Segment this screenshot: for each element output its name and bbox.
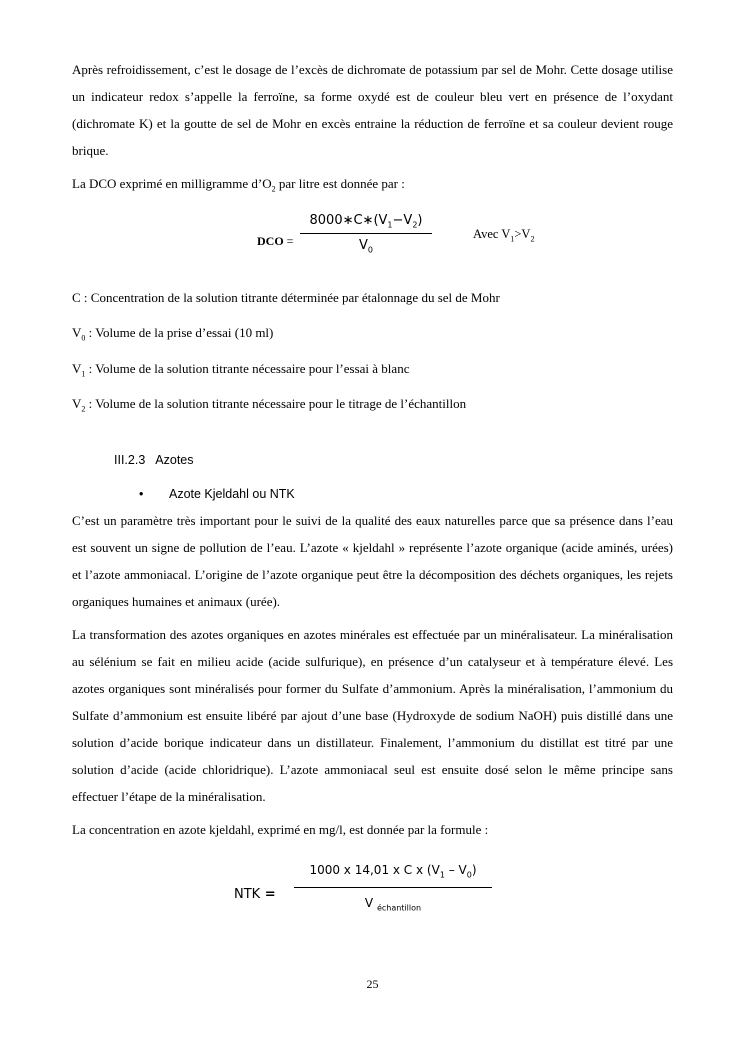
page-number: 25	[366, 977, 379, 991]
dco-condition: Avec $V_1>V_2$	[473, 226, 535, 244]
definition-v1: $V_1$ : Volume de la solution titrante nécessaire pour l’essai à blanc	[72, 360, 410, 379]
dco-intro: La DCO exprimé en milligramme $d’O_2$ par litre est donnée par :	[72, 176, 405, 194]
definition-v0: $V_0$ : Volume de la prise d’essai (10 ml)	[72, 325, 274, 343]
bullet-text: Azote Kjeldahl ou NTK	[169, 486, 295, 501]
section-number: III.2.3	[114, 452, 146, 467]
ntk-formula-lhs: NTK =	[234, 886, 276, 902]
document-page	[72, 56, 673, 947]
ntk-formula	[72, 857, 673, 947]
dco-denominator: $V_0$	[359, 238, 373, 255]
ntk-formula-fraction	[294, 863, 492, 913]
transformation-paragraph: La transformation des azotes organiques en azotes minérales est effectuée par un minéralisateur. La minéralisation au sélénium se fait en milieu acide (acide sulfurique), en présence d’un catalyseur et à température élevé. Les azotes organiques sont minéralisés pour former du Sulfate d’ammonium. Après la minéralisation, l’ammonium du Sulfate d’ammonium est ensuite libéré par ajout d’une base (Hydroxyde de sodium NaOH) puis distillé dans une solution d’acide borique indicateur dans un distillateur. Finalement, l’ammonium du distillat est titré par une solution d’acide (acide chloridrique). L’azote ammoniacal seul est ensuite dosé selon le même principe sans effectuer l’étape de la minéralisation.	[72, 626, 673, 804]
bullet-item	[139, 481, 673, 507]
definitions-list	[72, 283, 673, 425]
dco-formula	[72, 209, 673, 283]
definition-v2: $V_2$ : Volume de la solution titrante nécessaire pour le titrage de l’échantillon	[72, 396, 467, 414]
ntk-intro: La concentration en azote kjeldahl, exprimé en mg/l, est donnée par la formule :	[72, 821, 489, 837]
dco-numerator: $8000∗C∗(V_1-V_2)$	[300, 213, 432, 235]
ntk-denominator: V $_{échantillon}$	[364, 896, 422, 913]
ntk-paragraph: C’est un paramètre très important pour le suivi de la qualité des eaux naturelles parce que sa présence dans l’eau est souvent un signe de pollution de l’eau. L’azote « kjeldahl » représente l’azote organique (acide aminés, urées) et l’azote ammoniacal. L’origine de l’azote organique peut être la décomposition des déchets organiques, les rejets organiques humaines et animaux (urée).	[72, 512, 673, 609]
dco-formula-lhs: DCO =	[257, 233, 294, 248]
dco-formula-fraction	[300, 213, 432, 255]
ntk-numerator: 1000 x 14,01 x C x $(V_1 - V_0)$	[294, 863, 492, 888]
section-heading	[114, 447, 673, 473]
bullet-marker: •	[139, 486, 144, 501]
intro-paragraph: Après refroidissement, c’est le dosage de l’excès de dichromate de potassium par sel de Mohr. Cette dosage utilise un indicateur redox s’appelle la ferroïne, sa forme oxydé est de couleur bleu vert en présence de l’oxydant (dichromate K) et la goutte de sel de Mohr en excès entraine la réduction de ferroïne et sa couleur devient rouge brique.	[72, 62, 673, 158]
section-title: Azotes	[155, 452, 194, 467]
definition-c: C : Concentration de la solution titrante déterminée par étalonnage du sel de Mohr	[72, 289, 500, 305]
